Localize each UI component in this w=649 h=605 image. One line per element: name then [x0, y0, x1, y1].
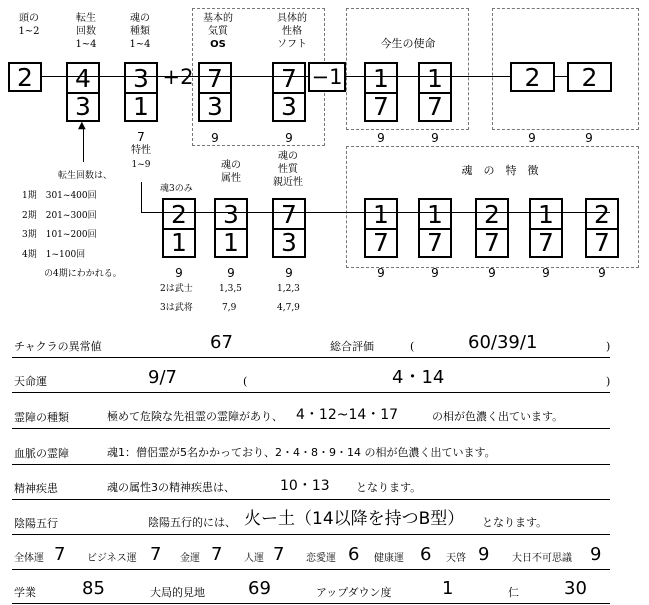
tenmei-close-paren: ): [606, 375, 611, 388]
feature-5-nine: 9: [598, 266, 606, 280]
feature-5-top-number: 2: [587, 200, 617, 230]
feature-2-nine: 9: [431, 266, 439, 280]
soul-attr-label-line2: 属性: [221, 173, 241, 184]
soul-nature-label: [268, 150, 308, 189]
luck-dainichi-label: 大日不可思議: [512, 553, 572, 564]
personality-label-line1: 具体的: [277, 13, 307, 24]
feature-2-bottom-number: 7: [427, 227, 443, 257]
mission-box-3: 2: [510, 62, 555, 92]
row-underline-8: [12, 602, 610, 604]
trait-label-line2: 特性: [131, 145, 151, 156]
luck-health-value: 6: [420, 544, 432, 565]
jin-label: 仁: [508, 586, 519, 599]
luck-overall-value: 7: [54, 544, 66, 565]
row-underline-5: [12, 498, 610, 500]
head-label-line2: 1~2: [18, 26, 40, 37]
feature-cell-3: [475, 198, 509, 258]
rebirth-note-line1: 転生回数は、: [58, 171, 113, 181]
luck-people-value: 7: [273, 544, 285, 565]
feature-5-bottom-number: 7: [594, 227, 610, 257]
luck-revelation-label: 天啓: [446, 553, 466, 564]
feature-cell-4: [529, 198, 563, 258]
feature-cell-2: [418, 198, 452, 258]
attr-note-line1: 2は武士: [160, 284, 193, 294]
chakra-value: 67: [210, 332, 233, 353]
feature-2-top-number: 1: [420, 200, 450, 230]
feature-3-nine: 9: [488, 266, 496, 280]
mission-1-top-number: 1: [366, 64, 396, 94]
attr-top-number: 3: [216, 200, 246, 230]
jin-value: 30: [564, 578, 587, 599]
row-underline-6: [12, 533, 610, 535]
basic-cell: [198, 62, 232, 122]
soul3-only-label: 魂3のみ: [160, 184, 193, 194]
tenmei-open-paren: (: [243, 375, 248, 388]
trait-connector-h: [141, 212, 161, 213]
attr-note: [160, 280, 193, 318]
basic-label-line1: 基本的: [203, 13, 233, 24]
row-underline-3: [12, 427, 610, 429]
reisho-numbers: 4・12~14・17: [296, 407, 399, 423]
feature-4-nine: 9: [542, 266, 550, 280]
feature-cell-5: [585, 198, 619, 258]
luck-money-label: 金運: [180, 553, 200, 564]
basic-label-line2: 気質: [208, 26, 228, 37]
attr-bottom-number: 1: [223, 227, 239, 257]
soul-attr-label-line1: 魂の: [221, 160, 241, 171]
feature-1-bottom-number: 7: [373, 227, 389, 257]
updown-label: アップダウン度: [316, 586, 392, 599]
mission-box-4: 2: [567, 62, 612, 92]
ketsumyaku-text: 魂1：僧侶霊が5名かかっており、2・4・8・9・14 の相が色濃く出ています。: [107, 446, 496, 459]
luck-revelation-value: 9: [478, 544, 490, 565]
row-underline-7: [12, 568, 610, 570]
up-arrow-icon: ▲: [78, 120, 86, 131]
attr-nine: 9: [227, 266, 235, 280]
mission-cell-1: [364, 62, 398, 122]
row1-connector-end: [555, 76, 567, 77]
reisho-label: 霊障の種類: [14, 411, 69, 424]
personality-label-line2: 性格: [282, 26, 302, 37]
nature-values-line1: 1,2,3: [277, 284, 300, 294]
trait-connector-v: [141, 182, 142, 212]
soul-nature-label-line3: 親近性: [273, 177, 303, 188]
attr3-nine: 9: [175, 266, 183, 280]
soul-nature-label-line2: 性質: [278, 164, 298, 175]
attr3-top-number: 2: [164, 200, 194, 230]
nature-values: [277, 280, 300, 318]
luck-business-value: 7: [150, 544, 162, 565]
soul-attr-label: [214, 159, 248, 185]
trait-label-line3: 1~9: [131, 160, 151, 170]
mission-2-nine: 9: [431, 131, 439, 145]
luck-love-value: 6: [348, 544, 360, 565]
nature-values-line2: 4,7,9: [277, 303, 300, 313]
rebirth-cell: [66, 62, 100, 122]
rebirth-note-line2: 1期 301~400回: [22, 191, 97, 201]
attr3-bottom-number: 1: [171, 227, 187, 257]
feature-1-nine: 9: [377, 266, 385, 280]
rebirth-arrow-line: [83, 128, 84, 162]
soul-type-label-line1: 魂の: [130, 13, 150, 24]
rebirth-note: [52, 167, 112, 186]
feature-4-top-number: 1: [531, 200, 561, 230]
inyo-text-b: となります。: [482, 516, 548, 529]
total-label: 総合評価: [330, 340, 374, 353]
mission-1-bottom-number: 7: [373, 91, 389, 121]
taikyoku-label: 大局的見地: [150, 586, 205, 599]
feature-3-bottom-number: 7: [484, 227, 500, 257]
basic-bottom-number: 3: [207, 91, 223, 121]
personality-label: [270, 12, 314, 51]
luck-money-value: 7: [211, 544, 223, 565]
total-open-paren: (: [410, 340, 415, 353]
personality-label-line3: ソフト: [277, 39, 307, 50]
ketsumyaku-label: 血脈の霊障: [14, 447, 69, 460]
personality-nine: 9: [285, 131, 293, 145]
total-close-paren: ): [606, 340, 611, 353]
row-underline-2: [12, 391, 610, 393]
luck-love-label: 恋愛運: [306, 553, 336, 564]
rebirth-label-line2: 回数: [76, 26, 96, 37]
mission-1-nine: 9: [377, 131, 385, 145]
personality-top-number: 7: [274, 64, 304, 94]
seishin-text-a: 魂の属性3の精神疾患は、: [107, 481, 235, 494]
luck-overall-label: 全体運: [14, 553, 44, 564]
personality-bottom-number: 3: [281, 91, 297, 121]
chakra-label: チャクラの異常値: [14, 340, 102, 353]
soul-nature-label-line1: 魂の: [278, 151, 298, 162]
soul-type-label-line3: 1~4: [129, 39, 151, 50]
head-label-line1: 頭の: [19, 13, 39, 24]
mission-3-nine: 9: [528, 131, 536, 145]
taikyoku-value: 69: [248, 578, 271, 599]
reisho-text-b: の相が色濃く出ています。: [432, 410, 564, 423]
life-mission-label: 今生の使命: [380, 37, 436, 50]
feature-cell-1: [364, 198, 398, 258]
basic-nine: 9: [211, 131, 219, 145]
personality-cell: [272, 62, 306, 122]
nature-nine: 9: [285, 266, 293, 280]
basic-label: [196, 12, 240, 51]
mission-2-bottom-number: 7: [427, 91, 443, 121]
nature-cell: [272, 198, 306, 258]
attr3-cell: [162, 198, 196, 258]
inyo-big-text: 火ー土（14以降を持つB型）: [244, 509, 465, 529]
updown-value: 1: [442, 578, 454, 599]
rebirth-bottom-number: 3: [75, 91, 91, 121]
rebirth-note-line3: 2期 201~300回: [22, 210, 97, 221]
total-value: 60/39/1: [468, 332, 538, 353]
mission-4-nine: 9: [585, 131, 593, 145]
mission-cell-2: [418, 62, 452, 122]
soul-type-label-line2: 種類: [130, 26, 150, 37]
soul-type-cell: [124, 62, 158, 122]
gakugyo-label: 学業: [14, 586, 36, 599]
rebirth-label: [68, 12, 104, 51]
row-underline-1: [12, 356, 610, 358]
tenmei-inner: 4・14: [392, 367, 445, 388]
nature-top-number: 7: [274, 200, 304, 230]
feature-3-top-number: 2: [477, 200, 507, 230]
feature-4-bottom-number: 7: [538, 227, 554, 257]
soul-features-label: 魂 の 特 徴: [461, 164, 539, 177]
tenmei-value: 9/7: [148, 367, 177, 388]
seishin-label: 精神疾患: [14, 482, 58, 495]
soul-type-bottom-number: 1: [133, 91, 149, 121]
head-label: [14, 12, 44, 38]
nature-bottom-number: 3: [281, 227, 297, 257]
seishin-numbers: 10・13: [280, 478, 330, 494]
inyo-label: 陰陽五行: [14, 517, 58, 530]
gakugyo-value: 85: [82, 578, 105, 599]
rebirth-label-line1: 転生: [76, 13, 96, 24]
trait-value: 7: [137, 130, 145, 144]
trait-label: [124, 130, 158, 172]
basic-top-number: 7: [200, 64, 230, 94]
basic-label-line3: OS: [210, 39, 226, 50]
rebirth-note-list: [22, 187, 122, 285]
soul-type-label: [122, 12, 158, 51]
plus-modifier: +2: [162, 65, 194, 89]
reisho-text-a: 極めて危険な先祖霊の霊障があり、: [107, 410, 283, 423]
attr-values-line1: 1,3,5: [219, 284, 242, 294]
rebirth-note-line4: 3期 101~200回: [22, 230, 97, 240]
rebirth-note-line5: 4期 1~100回: [22, 249, 86, 260]
feature-1-top-number: 1: [366, 200, 396, 230]
row-underline-4: [12, 463, 610, 465]
seishin-text-b: となります。: [356, 481, 422, 494]
rebirth-label-line3: 1~4: [75, 39, 97, 50]
luck-business-label: ビジネス運: [87, 553, 137, 564]
luck-people-label: 人運: [244, 553, 264, 564]
rebirth-note-line6: の4期にわかれる。: [44, 269, 122, 279]
luck-dainichi-value: 9: [590, 544, 602, 565]
mission-2-top-number: 1: [420, 64, 450, 94]
minus-modifier: −1: [308, 62, 346, 92]
inyo-text-a: 陰陽五行的には、: [148, 516, 236, 529]
tenmei-label: 天命運: [14, 375, 47, 388]
attr-note-line2: 3は武将: [160, 303, 193, 313]
head-number-box: 2: [8, 62, 42, 92]
attr-values-line2: 7,9: [222, 303, 237, 313]
attr-values: [219, 280, 242, 318]
soul-type-top-number: 3: [126, 64, 156, 94]
luck-health-label: 健康運: [374, 553, 404, 564]
rebirth-top-number: 4: [68, 64, 98, 94]
attr-cell: [214, 198, 248, 258]
